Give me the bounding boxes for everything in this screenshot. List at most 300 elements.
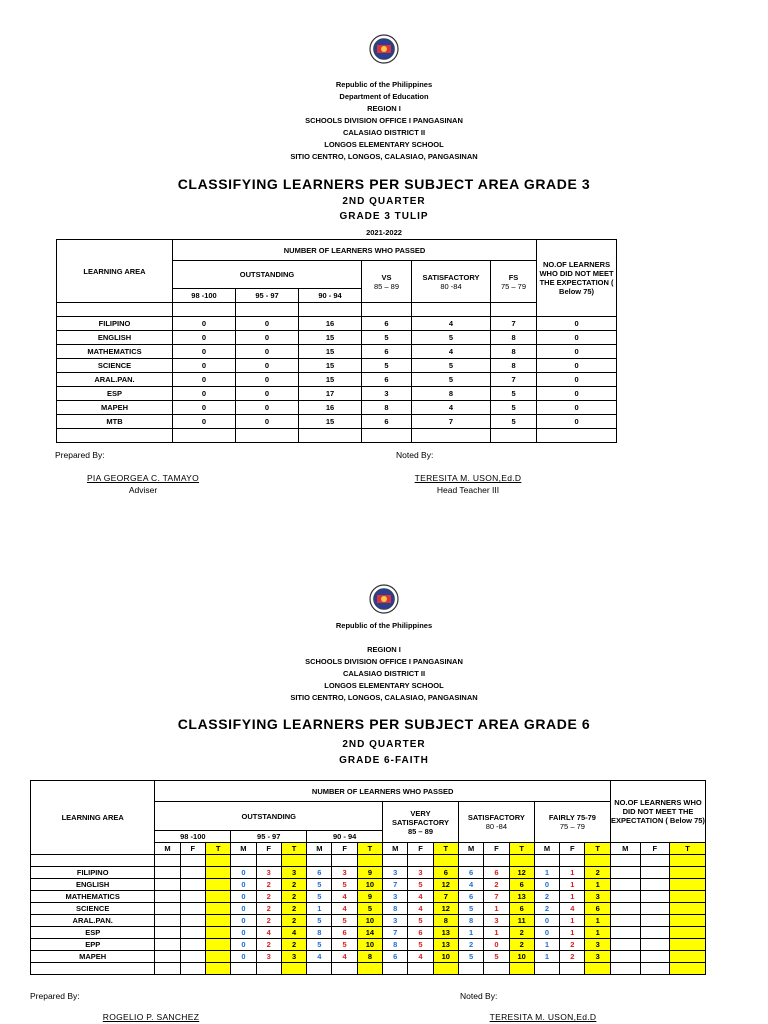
blank-cell xyxy=(173,429,236,443)
table-cell xyxy=(155,903,180,915)
table-cell xyxy=(670,939,706,951)
table-cell xyxy=(180,951,205,963)
header-line: SITIO CENTRO, LONGOS, CALASIAO, PANGASINAN xyxy=(290,152,478,161)
blank-cell xyxy=(357,963,382,975)
table-cell: 4 xyxy=(307,951,332,963)
table-cell: 12 xyxy=(433,903,458,915)
table-cell: 15 xyxy=(299,359,362,373)
header-passed: NUMBER OF LEARNERS WHO PASSED xyxy=(155,781,611,802)
header-vs-label: VS xyxy=(381,272,392,282)
table-cell: 1 xyxy=(307,903,332,915)
header-sat-range: 80 -84 xyxy=(485,822,508,831)
subject-name: MATHEMATICS xyxy=(31,891,155,903)
table-cell xyxy=(610,915,640,927)
header-vs xyxy=(383,802,459,843)
table-cell xyxy=(670,951,706,963)
blank-cell xyxy=(640,855,670,867)
table-cell: 2 xyxy=(256,891,281,903)
table-cell: 1 xyxy=(484,927,509,939)
table-cell: 8 xyxy=(458,915,483,927)
table-cell: 6 xyxy=(484,867,509,879)
table-cell: 1 xyxy=(534,951,559,963)
table-cell: 5 xyxy=(484,951,509,963)
table-cell: 1 xyxy=(585,879,611,891)
table-cell: 2 xyxy=(281,915,306,927)
blank-cell xyxy=(155,855,180,867)
table-cell: 0 xyxy=(231,879,256,891)
mft-header-m: M xyxy=(383,843,408,855)
header-fs xyxy=(534,802,610,843)
preparer-name: ROGELIO P. SANCHEZ xyxy=(102,1012,200,1022)
subject-name: MTB xyxy=(57,415,173,429)
table-cell: 1 xyxy=(560,891,585,903)
table-cell: 4 xyxy=(332,891,357,903)
table-cell: 2 xyxy=(256,939,281,951)
table-cell: 1 xyxy=(534,867,559,879)
prepared-by-label: Prepared By: xyxy=(55,450,105,460)
table-cell: 8 xyxy=(362,401,412,415)
table-cell: 6 xyxy=(307,867,332,879)
blank-cell xyxy=(458,963,483,975)
table-cell: 17 xyxy=(299,387,362,401)
mft-header-t: T xyxy=(357,843,382,855)
blank-cell xyxy=(484,855,509,867)
blank-cell xyxy=(299,303,362,317)
blank-cell xyxy=(362,303,412,317)
header-satisfactory xyxy=(412,261,491,303)
noter-name: TERESITA M. USON,Ed.D xyxy=(414,473,522,483)
range-95-97: 95 - 97 xyxy=(236,289,299,303)
subject-name: FILIPINO xyxy=(31,867,155,879)
table-cell: 0 xyxy=(236,387,299,401)
blank-cell xyxy=(610,963,640,975)
table-cell: 4 xyxy=(408,891,433,903)
blank-cell xyxy=(236,429,299,443)
table-cell: 0 xyxy=(173,373,236,387)
table-cell xyxy=(205,951,230,963)
table-cell: 3 xyxy=(408,867,433,879)
mft-header-m: M xyxy=(534,843,559,855)
table-cell xyxy=(180,879,205,891)
blank-cell xyxy=(670,855,706,867)
subject-name: ENGLISH xyxy=(57,331,173,345)
table-cell: 4 xyxy=(412,401,491,415)
blank-cell xyxy=(357,855,382,867)
table-cell: 10 xyxy=(357,879,382,891)
blank-cell xyxy=(458,855,483,867)
table-row xyxy=(57,345,617,359)
grade3-table xyxy=(56,239,617,443)
mft-header-f: F xyxy=(408,843,433,855)
table-cell: 13 xyxy=(433,939,458,951)
table-cell: 0 xyxy=(534,879,559,891)
table-cell: 6 xyxy=(362,415,412,429)
mft-header-t: T xyxy=(585,843,611,855)
noted-by-label: Noted By: xyxy=(396,450,434,460)
mft-header-m: M xyxy=(458,843,483,855)
subject-name: EPP xyxy=(31,939,155,951)
blank-cell xyxy=(610,855,640,867)
deped-seal-icon xyxy=(369,34,399,64)
table-cell: 0 xyxy=(537,345,617,359)
blank-cell xyxy=(537,429,617,443)
table-cell: 10 xyxy=(357,915,382,927)
table-cell: 0 xyxy=(231,939,256,951)
range-98-100: 98 -100 xyxy=(173,289,236,303)
header-vs xyxy=(362,261,412,303)
header-line: LONGOS ELEMENTARY SCHOOL xyxy=(324,140,444,149)
section-label: GRADE 3 TULIP xyxy=(339,211,429,222)
table-cell: 5 xyxy=(408,879,433,891)
table-cell xyxy=(205,915,230,927)
table-row xyxy=(57,415,617,429)
table-cell: 6 xyxy=(509,879,534,891)
table-row xyxy=(31,939,706,951)
table-cell: 8 xyxy=(383,903,408,915)
range-98-100: 98 -100 xyxy=(155,831,231,843)
table-cell xyxy=(610,903,640,915)
header-not-meet: NO.OF LEARNERS WHO DID NOT MEET THE EXPECTATION ( Below 75) xyxy=(610,781,705,843)
table-cell: 3 xyxy=(256,951,281,963)
section-label: GRADE 6-FAITH xyxy=(339,755,429,766)
header-outstanding: OUTSTANDING xyxy=(173,261,362,289)
table-cell: 1 xyxy=(534,939,559,951)
blank-cell xyxy=(57,303,173,317)
table-cell: 6 xyxy=(362,345,412,359)
table-row xyxy=(31,927,706,939)
table-cell: 0 xyxy=(173,401,236,415)
table-cell xyxy=(640,915,670,927)
table-cell: 2 xyxy=(585,867,611,879)
table-cell: 4 xyxy=(412,345,491,359)
subject-name: SCIENCE xyxy=(31,903,155,915)
preparer-role: Adviser xyxy=(128,485,158,495)
table-cell: 4 xyxy=(332,951,357,963)
blank-cell xyxy=(560,963,585,975)
table-cell: 5 xyxy=(458,951,483,963)
header-line: LONGOS ELEMENTARY SCHOOL xyxy=(324,681,444,690)
table-cell: 0 xyxy=(236,373,299,387)
blank-cell xyxy=(332,963,357,975)
table-row xyxy=(57,401,617,415)
table-row xyxy=(31,903,706,915)
table-cell xyxy=(640,879,670,891)
table-cell: 3 xyxy=(484,915,509,927)
table-cell: 15 xyxy=(299,373,362,387)
table-cell: 1 xyxy=(458,927,483,939)
table-cell xyxy=(155,939,180,951)
table-cell: 1 xyxy=(585,927,611,939)
table-cell: 3 xyxy=(256,867,281,879)
mft-header-m: M xyxy=(155,843,180,855)
table-cell: 6 xyxy=(332,927,357,939)
table-cell: 5 xyxy=(408,939,433,951)
table-cell: 0 xyxy=(534,915,559,927)
table-cell: 2 xyxy=(484,879,509,891)
table-cell: 10 xyxy=(357,939,382,951)
table-cell xyxy=(640,939,670,951)
table-cell: 3 xyxy=(585,891,611,903)
header-not-meet: NO.OF LEARNERS WHO DID NOT MEET THE EXPECTATION ( Below 75) xyxy=(537,240,617,317)
table-cell: 8 xyxy=(307,927,332,939)
page-title: CLASSIFYING LEARNERS PER SUBJECT AREA GRADE 6 xyxy=(177,716,591,732)
blank-cell xyxy=(383,855,408,867)
table-cell: 1 xyxy=(484,903,509,915)
header-fs-range: 75 – 79 xyxy=(559,822,585,831)
header-line: SCHOOLS DIVISION OFFICE I PANGASINAN xyxy=(305,657,463,666)
table-cell: 15 xyxy=(299,415,362,429)
table-cell xyxy=(155,951,180,963)
table-cell xyxy=(205,879,230,891)
table-cell: 14 xyxy=(357,927,382,939)
table-cell: 0 xyxy=(236,359,299,373)
table-cell: 0 xyxy=(173,387,236,401)
blank-cell xyxy=(180,855,205,867)
table-cell: 6 xyxy=(458,867,483,879)
table-cell: 2 xyxy=(256,915,281,927)
header-fs-label: FS xyxy=(508,272,519,282)
blank-cell xyxy=(509,855,534,867)
table-cell: 0 xyxy=(537,331,617,345)
blank-cell xyxy=(231,963,256,975)
table-cell: 0 xyxy=(537,373,617,387)
table-cell: 0 xyxy=(231,915,256,927)
table-cell: 5 xyxy=(491,387,537,401)
table-cell: 5 xyxy=(491,415,537,429)
table-cell xyxy=(670,891,706,903)
blank-cell xyxy=(231,855,256,867)
header-vs-label: VERY SATISFACTORY xyxy=(392,808,449,827)
table-cell: 1 xyxy=(560,867,585,879)
subject-name: MAPEH xyxy=(57,401,173,415)
table-cell: 0 xyxy=(534,927,559,939)
table-row xyxy=(57,331,617,345)
table-row xyxy=(31,867,706,879)
blank-cell xyxy=(509,963,534,975)
header-line: Republic of the Philippines xyxy=(335,621,433,630)
table-cell: 8 xyxy=(491,345,537,359)
table-cell: 3 xyxy=(332,867,357,879)
blank-cell xyxy=(307,963,332,975)
blank-cell xyxy=(362,429,412,443)
noter-name: TERESITA M. USON,Ed.D xyxy=(489,1012,597,1022)
header-outstanding: OUTSTANDING xyxy=(155,802,383,831)
table-cell: 13 xyxy=(433,927,458,939)
table-cell: 15 xyxy=(299,345,362,359)
table-row xyxy=(31,891,706,903)
blank-cell xyxy=(383,963,408,975)
header-line: Republic of the Philippines xyxy=(335,80,433,89)
table-cell: 9 xyxy=(357,867,382,879)
school-header xyxy=(0,79,768,163)
blank-cell xyxy=(484,963,509,975)
mft-header-f: F xyxy=(180,843,205,855)
table-cell: 5 xyxy=(307,879,332,891)
blank-cell xyxy=(491,303,537,317)
blank-cell xyxy=(173,303,236,317)
header-line: CALASIAO DISTRICT II xyxy=(342,669,426,678)
table-cell: 0 xyxy=(173,331,236,345)
header-sat-label: SATISFACTORY xyxy=(467,813,525,822)
table-cell: 3 xyxy=(383,915,408,927)
table-cell: 1 xyxy=(560,915,585,927)
quarter-label: 2ND QUARTER xyxy=(342,739,426,750)
range-90-94: 90 - 94 xyxy=(299,289,362,303)
table-cell: 8 xyxy=(491,359,537,373)
table-cell: 0 xyxy=(231,927,256,939)
header-fs-range: 75 – 79 xyxy=(501,281,527,291)
table-cell: 7 xyxy=(383,927,408,939)
blank-cell xyxy=(408,855,433,867)
blank-cell xyxy=(412,429,491,443)
table-cell xyxy=(610,867,640,879)
blank-cell xyxy=(332,855,357,867)
header-learning-area: LEARNING AREA xyxy=(31,781,155,855)
table-cell: 15 xyxy=(299,331,362,345)
table-cell: 0 xyxy=(537,359,617,373)
blank-cell xyxy=(412,303,491,317)
table-cell: 11 xyxy=(509,915,534,927)
table-cell: 3 xyxy=(585,939,611,951)
table-cell: 2 xyxy=(256,903,281,915)
blank-cell xyxy=(299,429,362,443)
table-cell: 6 xyxy=(408,927,433,939)
table-cell xyxy=(205,903,230,915)
table-cell: 7 xyxy=(484,891,509,903)
table-cell xyxy=(155,867,180,879)
table-cell: 9 xyxy=(357,891,382,903)
table-cell: 8 xyxy=(412,387,491,401)
table-cell xyxy=(670,867,706,879)
table-cell: 6 xyxy=(362,317,412,331)
header-line: REGION I xyxy=(367,645,401,654)
blank-cell xyxy=(585,963,611,975)
grade6-table-body xyxy=(31,867,706,963)
table-cell: 4 xyxy=(412,317,491,331)
table-cell: 2 xyxy=(281,903,306,915)
table-cell: 2 xyxy=(509,939,534,951)
mft-header-f: F xyxy=(256,843,281,855)
table-cell xyxy=(670,915,706,927)
table-cell xyxy=(670,903,706,915)
table-cell xyxy=(610,891,640,903)
mft-header-t: T xyxy=(433,843,458,855)
table-cell: 5 xyxy=(332,915,357,927)
blank-cell xyxy=(433,963,458,975)
table-cell: 0 xyxy=(236,317,299,331)
table-cell: 3 xyxy=(383,867,408,879)
table-cell: 5 xyxy=(332,939,357,951)
table-cell: 3 xyxy=(281,867,306,879)
table-cell: 5 xyxy=(307,915,332,927)
table-cell: 2 xyxy=(256,879,281,891)
subject-name: ENGLISH xyxy=(31,879,155,891)
table-cell xyxy=(155,879,180,891)
header-line xyxy=(0,632,768,644)
table-cell: 3 xyxy=(362,387,412,401)
header-line: REGION I xyxy=(367,104,401,113)
blank-cell xyxy=(560,855,585,867)
table-cell xyxy=(640,891,670,903)
table-cell: 1 xyxy=(560,927,585,939)
table-cell: 4 xyxy=(560,903,585,915)
table-cell: 5 xyxy=(357,903,382,915)
blank-cell xyxy=(534,963,559,975)
table-cell: 5 xyxy=(412,331,491,345)
noted-by-label: Noted By: xyxy=(460,991,498,1001)
table-cell xyxy=(205,939,230,951)
mft-header-t: T xyxy=(509,843,534,855)
blank-cell xyxy=(408,963,433,975)
header-vs-range: 85 – 89 xyxy=(373,281,400,291)
table-cell: 0 xyxy=(537,401,617,415)
table-cell: 0 xyxy=(537,387,617,401)
table-cell: 0 xyxy=(231,903,256,915)
blank-cell xyxy=(31,963,155,975)
table-cell: 7 xyxy=(433,891,458,903)
table-cell: 5 xyxy=(408,915,433,927)
table-cell: 3 xyxy=(585,951,611,963)
table-cell: 6 xyxy=(585,903,611,915)
table-cell xyxy=(610,927,640,939)
table-cell: 16 xyxy=(299,317,362,331)
table-cell xyxy=(205,867,230,879)
blank-cell xyxy=(491,429,537,443)
table-cell: 8 xyxy=(357,951,382,963)
blank-cell xyxy=(180,963,205,975)
range-95-97: 95 - 97 xyxy=(231,831,307,843)
header-vs-range: 85 – 89 xyxy=(407,826,434,836)
table-cell: 4 xyxy=(408,903,433,915)
blank-cell xyxy=(256,963,281,975)
table-cell: 0 xyxy=(173,317,236,331)
table-cell xyxy=(640,903,670,915)
blank-cell xyxy=(640,963,670,975)
table-cell: 2 xyxy=(560,939,585,951)
table-cell xyxy=(640,867,670,879)
table-cell: 1 xyxy=(585,915,611,927)
grade3-table-body xyxy=(57,317,617,429)
mft-header-f: F xyxy=(640,843,670,855)
table-cell: 6 xyxy=(362,373,412,387)
table-cell: 0 xyxy=(236,345,299,359)
subject-name: SCIENCE xyxy=(57,359,173,373)
table-cell: 0 xyxy=(236,331,299,345)
table-cell xyxy=(670,879,706,891)
table-cell: 5 xyxy=(332,879,357,891)
subject-name: FILIPINO xyxy=(57,317,173,331)
table-cell: 4 xyxy=(281,927,306,939)
mft-header-f: F xyxy=(560,843,585,855)
table-cell xyxy=(205,891,230,903)
table-cell: 16 xyxy=(299,401,362,415)
table-cell: 8 xyxy=(491,331,537,345)
table-cell: 2 xyxy=(534,891,559,903)
table-cell: 5 xyxy=(491,401,537,415)
table-cell: 6 xyxy=(383,951,408,963)
blank-cell xyxy=(433,855,458,867)
mft-header-m: M xyxy=(231,843,256,855)
table-cell: 10 xyxy=(509,951,534,963)
blank-cell xyxy=(256,855,281,867)
table-cell: 2 xyxy=(281,939,306,951)
table-cell xyxy=(155,891,180,903)
school-year: 2021-2022 xyxy=(366,228,402,237)
subject-name: MATHEMATICS xyxy=(57,345,173,359)
table-cell xyxy=(180,915,205,927)
header-line: CALASIAO DISTRICT II xyxy=(342,128,426,137)
subject-name: ESP xyxy=(57,387,173,401)
